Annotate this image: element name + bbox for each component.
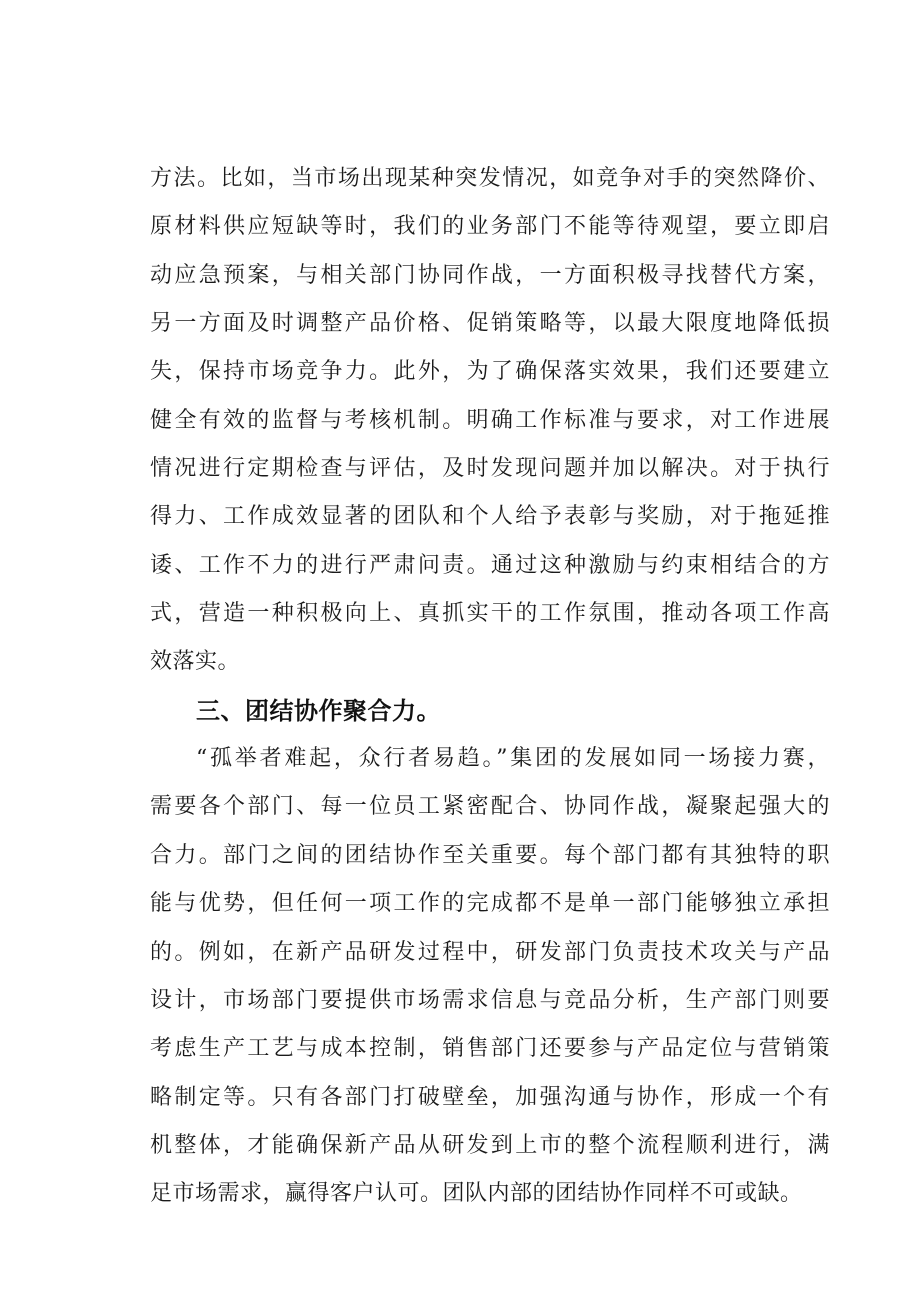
text-line: 足市场需求，赢得客户认可。团队内部的团结协作同样不可或缺。 [150, 1181, 803, 1207]
text-line: 机整体，才能确保新产品从研发到上市的整个流程顺利进行，满 [150, 1132, 830, 1158]
text-line: 原材料供应短缺等时，我们的业务部门不能等待观望，要立即启 [150, 214, 830, 240]
text-line: 方法。比如，当市场出现某种突发情况，如竞争对手的突然降价、 [150, 166, 830, 191]
text-line: 失，保持市场竞争力。此外，为了确保落实效果，我们还要建立 [150, 359, 830, 385]
paragraph-continuation [150, 155, 830, 687]
text-line: 略制定等。只有各部门打破壁垒，加强沟通与协作，形成一个有 [150, 1084, 830, 1110]
paragraph-teamwork [150, 735, 830, 1218]
section-heading: 三、团结协作聚合力。 [196, 696, 441, 725]
text-line: 另一方面及时调整产品价格、促销策略等，以最大限度地降低损 [150, 311, 830, 337]
text-line: 合力。部门之间的团结协作至关重要。每个部门都有其独特的职 [150, 842, 830, 868]
text-line: “孤举者难起，众行者易趋。”集团的发展如同一场接力赛， [196, 746, 830, 772]
text-line: 得力、工作成效显著的团队和个人给予表彰与奖励，对于拖延推 [150, 504, 830, 530]
text-line: 情况进行定期检查与评估，及时发现问题并加以解决。对于执行 [150, 456, 830, 482]
text-line: 考虑生产工艺与成本控制，销售部门还要参与产品定位与营销策 [150, 1036, 830, 1062]
document-body [150, 155, 830, 1219]
text-line: 动应急预案，与相关部门协同作战，一方面积极寻找替代方案， [150, 262, 830, 288]
text-line: 式，营造一种积极向上、真抓实干的工作氛围，推动各项工作高 [150, 601, 830, 627]
text-line: 诿、工作不力的进行严肃问责。通过这种激励与约束相结合的方 [150, 552, 830, 578]
text-line: 健全有效的监督与考核机制。明确工作标准与要求，对工作进展 [150, 407, 830, 433]
text-line: 的。例如，在新产品研发过程中，研发部门负责技术攻关与产品 [150, 939, 830, 965]
text-line: 效落实。 [150, 649, 241, 675]
text-line: 能与优势，但任何一项工作的完成都不是单一部门能够独立承担 [150, 891, 830, 917]
text-line: 设计，市场部门要提供市场需求信息与竞品分析，生产部门则要 [150, 987, 830, 1013]
text-line: 需要各个部门、每一位员工紧密配合、协同作战，凝聚起强大的 [150, 794, 830, 820]
